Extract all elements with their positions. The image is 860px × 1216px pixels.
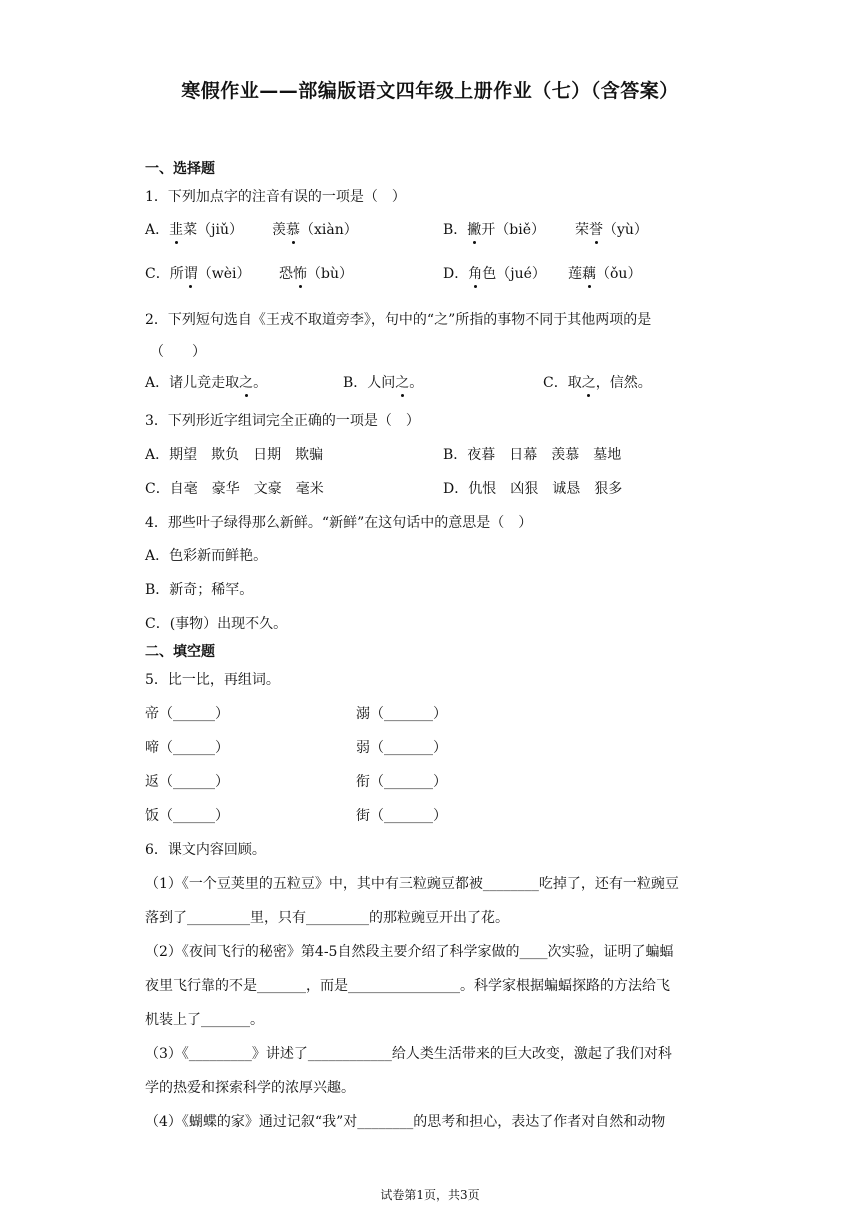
option-text: 荣 [575, 222, 589, 238]
dotted-char: 韭 [169, 222, 184, 238]
q3-stem: 3．下列形近字组词完全正确的一项是（ ） [145, 413, 420, 429]
option-text: 所 [169, 266, 184, 282]
q1-option-a [145, 221, 243, 239]
q4-option-b: B．新奇；稀罕。 [145, 582, 254, 598]
q1-option-d [443, 265, 546, 283]
dotted-char: 撇 [467, 222, 482, 238]
q4-option-a: A．色彩新而鲜艳。 [145, 548, 268, 564]
option-text: B．人问 [343, 375, 396, 391]
q5-left-item: 帝（______） [145, 706, 229, 722]
option-text: 。 [409, 375, 424, 391]
dotted-char: 之 [581, 375, 596, 391]
q2-stem: 2．下列短句选自《王戎不取道旁李》，句中的“之”所指的事物不同于其他两项的是 [145, 312, 652, 328]
q1-option-d-word2 [568, 265, 641, 283]
section-heading-choice: 一、选择题 [145, 161, 215, 177]
option-text: （bù） [307, 266, 353, 282]
option-label: D． [443, 266, 469, 282]
q2-option-a [145, 374, 267, 392]
q1-stem: 1．下列加点字的注音有误的一项是（ ） [145, 189, 406, 205]
option-text: 菜（jiǔ） [183, 222, 243, 238]
q2-option-b [343, 374, 423, 392]
section-heading-fill: 二、填空题 [145, 644, 215, 660]
option-text: C．取 [543, 375, 582, 391]
q4-stem: 4．那些叶子绿得那么新鲜。“新鲜”在这句话中的意思是（ ） [145, 515, 533, 531]
option-text: A．诸儿竞走取 [145, 375, 240, 391]
q6-stem: 6．课文内容回顾。 [145, 842, 266, 858]
q6-line: 夜里飞行靠的不是_______，而是________________。科学家根据蝙蝠探路的方法给飞 [145, 978, 670, 994]
option-text: ，信然。 [595, 375, 652, 391]
q1-option-c [145, 265, 250, 283]
q6-line: （4）《蝴蝶的家》通过记叙“我”对________的思考和担心，表达了作者对自然和动物 [145, 1114, 666, 1130]
q6-line: （3）《_________》讲述了____________给人类生活带来的巨大改变，激起了我们对科 [145, 1046, 672, 1062]
q3-option-d: D．仇恨 凶狠 诚恳 狠多 [443, 481, 623, 497]
q3-option-c: C．自毫 豪华 文豪 毫米 [145, 481, 324, 497]
option-text: （xiàn） [300, 222, 358, 238]
dotted-char: 之 [239, 375, 254, 391]
option-text: 开（biě） [481, 222, 546, 238]
dotted-char: 誉 [589, 222, 603, 238]
q1-option-a-word2 [272, 221, 358, 239]
dotted-char: 怖 [293, 266, 307, 282]
option-text: （ǒu） [596, 266, 642, 282]
dotted-char: 谓 [183, 266, 198, 282]
q6-line: （1）《一个豆荚里的五粒豆》中，其中有三粒豌豆都被________吃掉了，还有一粒豌豆 [145, 876, 679, 892]
q5-left-item: 返（______） [145, 774, 229, 790]
option-text: 。 [253, 375, 268, 391]
q6-line: 落到了_________里，只有_________的那粒豌豆开出了花。 [145, 910, 509, 926]
dotted-char: 慕 [286, 222, 300, 238]
dotted-char: 之 [395, 375, 410, 391]
option-text: 莲 [568, 266, 582, 282]
option-label: A． [145, 222, 170, 238]
q5-stem: 5．比一比，再组词。 [145, 672, 280, 688]
q6-line: 机装上了_______。 [145, 1012, 264, 1028]
q3-option-b: B．夜暮 日幕 羡慕 墓地 [443, 447, 622, 463]
option-label: B． [443, 222, 468, 238]
q5-left-item: 饭（______） [145, 808, 229, 824]
dotted-char: 藕 [582, 266, 596, 282]
page-title: 寒假作业——部编版语文四年级上册作业（七）（含答案） [181, 80, 679, 102]
q6-line: 学的热爱和探索科学的浓厚兴趣。 [145, 1080, 355, 1096]
q1-option-c-word2 [279, 265, 353, 283]
option-text: 恐 [279, 266, 293, 282]
page-footer: 试卷第1页，共3页 [380, 1188, 480, 1202]
q3-option-a: A．期望 欺负 日期 欺骗 [145, 447, 324, 463]
q5-right-item: 街（_______） [356, 808, 447, 824]
option-text: 色（jué） [482, 266, 546, 282]
dotted-char: 角 [468, 266, 483, 282]
option-text: 羡 [272, 222, 286, 238]
q2-answer-paren: （ ） [150, 344, 206, 360]
q5-right-item: 衔（_______） [356, 774, 447, 790]
q4-option-c: C．(事物）出现不久。 [145, 616, 288, 632]
q1-option-b [443, 221, 545, 239]
q1-option-b-word2 [575, 221, 648, 239]
q5-right-item: 弱（_______） [356, 740, 447, 756]
option-text: （yù） [603, 222, 648, 238]
q2-option-c [543, 374, 652, 392]
q5-right-item: 溺（_______） [356, 706, 447, 722]
q6-line: （2）《夜间飞行的秘密》第4-5自然段主要介绍了科学家做的____次实验，证明了蝙蝠 [145, 944, 674, 960]
option-label: C． [145, 266, 170, 282]
q5-left-item: 啼（______） [145, 740, 229, 756]
option-text: （wèi） [197, 266, 251, 282]
